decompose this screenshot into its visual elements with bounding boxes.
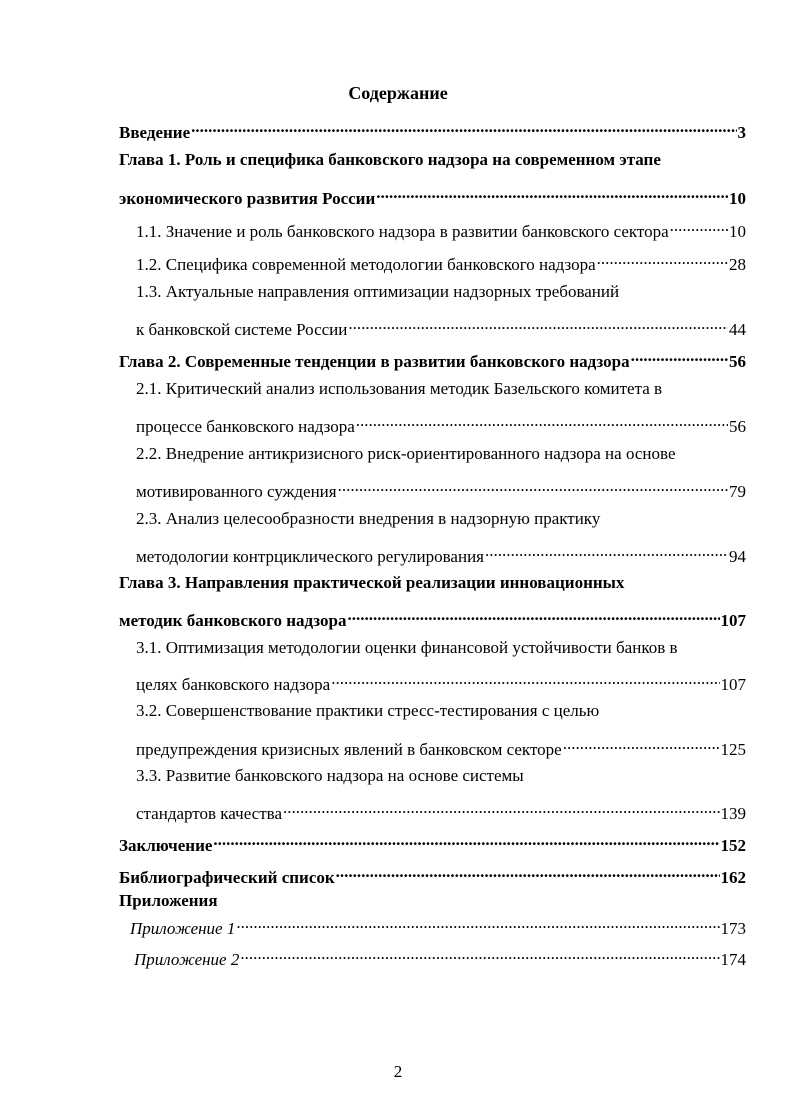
toc-entry-text: методологии контрциклического регулирования <box>136 547 484 566</box>
toc-entry-chapter-2[interactable] <box>119 345 746 371</box>
dot-leader <box>240 943 719 965</box>
dot-leader <box>348 313 728 335</box>
toc-entry-page: 10 <box>729 222 746 241</box>
toc-entry-1-1[interactable] <box>136 215 746 241</box>
toc-entry-2-2[interactable] <box>136 475 746 501</box>
toc-entry-page: 107 <box>720 611 746 630</box>
toc-entry-text: Приложение 2 <box>134 950 240 969</box>
toc-entry-1-3-title[interactable]: 1.3. Актуальные направления оптимизации надзорных требований <box>136 282 620 301</box>
toc-entry-page: 139 <box>720 804 746 823</box>
toc-entry-text: методик банковского надзора <box>119 611 347 630</box>
dot-leader <box>670 215 728 237</box>
toc-entry-3-1-title[interactable]: 3.1. Оптимизация методологии оценки финансовой устойчивости банков в <box>136 638 678 657</box>
dot-leader <box>336 861 720 883</box>
toc-entry-2-2-title[interactable]: 2.2. Внедрение антикризисного риск-ориентированного надзора на основе <box>136 444 676 463</box>
toc-entry-text: Введение <box>119 123 191 142</box>
toc-entry-appendix-1[interactable] <box>130 912 746 938</box>
dot-leader <box>331 668 719 690</box>
toc-entry-bibliography[interactable] <box>119 861 746 887</box>
toc-entry-text: Заключение <box>119 836 213 855</box>
toc-entry-page: 56 <box>729 417 746 436</box>
dot-leader <box>376 182 728 204</box>
toc-entry-3-3[interactable] <box>136 797 746 823</box>
dot-leader <box>563 733 720 755</box>
toc-entry-text: 1.2. Специфика современной методологии банковского надзора <box>136 255 596 274</box>
toc-entry-page: 174 <box>720 950 746 969</box>
toc-chapter-3-title[interactable]: Глава 3. Направления практической реализации инновационных <box>119 573 625 592</box>
toc-entry-page: 56 <box>729 352 746 371</box>
toc-entry-text: 1.1. Значение и роль банковского надзора в развитии банковского сектора <box>136 222 669 241</box>
toc-entry-text: экономического развития России <box>119 189 376 208</box>
toc-chapter-1-title[interactable]: Глава 1. Роль и специфика банковского надзора на современном этапе <box>119 150 661 169</box>
toc-entry-2-1[interactable] <box>136 410 746 436</box>
toc-entry-page: 162 <box>720 868 746 887</box>
dot-leader <box>191 116 736 138</box>
dot-leader <box>347 604 719 626</box>
toc-entry-page: 44 <box>729 320 746 339</box>
toc-entry-page: 94 <box>729 547 746 566</box>
page-title: Содержание <box>348 83 448 103</box>
toc-entry-chapter-3[interactable] <box>119 604 746 630</box>
toc-entry-page: 125 <box>720 740 746 759</box>
toc-entry-appendix-2[interactable] <box>134 943 746 969</box>
toc-entry-3-1[interactable] <box>136 668 746 694</box>
toc-entry-3-3-title[interactable]: 3.3. Развитие банковского надзора на основе системы <box>136 766 524 785</box>
toc-entry-text: целях банковского надзора <box>136 675 331 694</box>
toc-entry-page: 173 <box>720 919 746 938</box>
toc-entry-2-1-title[interactable]: 2.1. Критический анализ использования методик Базельского комитета в <box>136 379 663 398</box>
dot-leader <box>338 475 728 497</box>
toc-entry-page: 3 <box>737 123 746 142</box>
dot-leader <box>597 248 728 270</box>
toc-entry-text: Библиографический список <box>119 868 335 887</box>
toc-entry-3-2[interactable] <box>136 733 746 759</box>
toc-entry-conclusion[interactable] <box>119 829 746 855</box>
dot-leader <box>356 410 728 432</box>
toc-entry-2-3-title[interactable]: 2.3. Анализ целесообразности внедрения в надзорную практику <box>136 509 601 528</box>
dot-leader <box>485 540 728 562</box>
toc-entry-page: 10 <box>729 189 746 208</box>
toc-entry-page: 79 <box>729 482 746 501</box>
dot-leader <box>283 797 720 819</box>
toc-entry-3-2-title[interactable]: 3.2. Совершенствование практики стресс-тестирования с целью <box>136 701 600 720</box>
toc-entry-text: стандартов качества <box>136 804 282 823</box>
page-number: 2 <box>393 1062 403 1081</box>
toc-entry-text: процессе банковского надзора <box>136 417 355 436</box>
toc-entry-intro[interactable] <box>119 116 746 142</box>
toc-entry-2-3[interactable] <box>136 540 746 566</box>
dot-leader <box>236 912 719 934</box>
toc-entry-chapter-1[interactable] <box>119 182 746 208</box>
toc-entry-1-2[interactable] <box>136 248 746 274</box>
dot-leader <box>631 345 728 367</box>
toc-entry-text: Глава 2. Современные тенденции в развитии банковского надзора <box>119 352 630 371</box>
toc-entry-text: мотивированного суждения <box>136 482 337 501</box>
toc-entry-page: 152 <box>720 836 746 855</box>
toc-entry-page: 28 <box>729 255 746 274</box>
toc-entry-text: Приложение 1 <box>130 919 236 938</box>
toc-entry-page: 107 <box>720 675 746 694</box>
toc-entry-text: к банковской системе России <box>136 320 348 339</box>
toc-entry-text: предупреждения кризисных явлений в банковском секторе <box>136 740 562 759</box>
toc-entry-1-3[interactable] <box>136 313 746 339</box>
dot-leader <box>213 829 719 851</box>
toc-appendices-heading: Приложения <box>119 891 218 910</box>
